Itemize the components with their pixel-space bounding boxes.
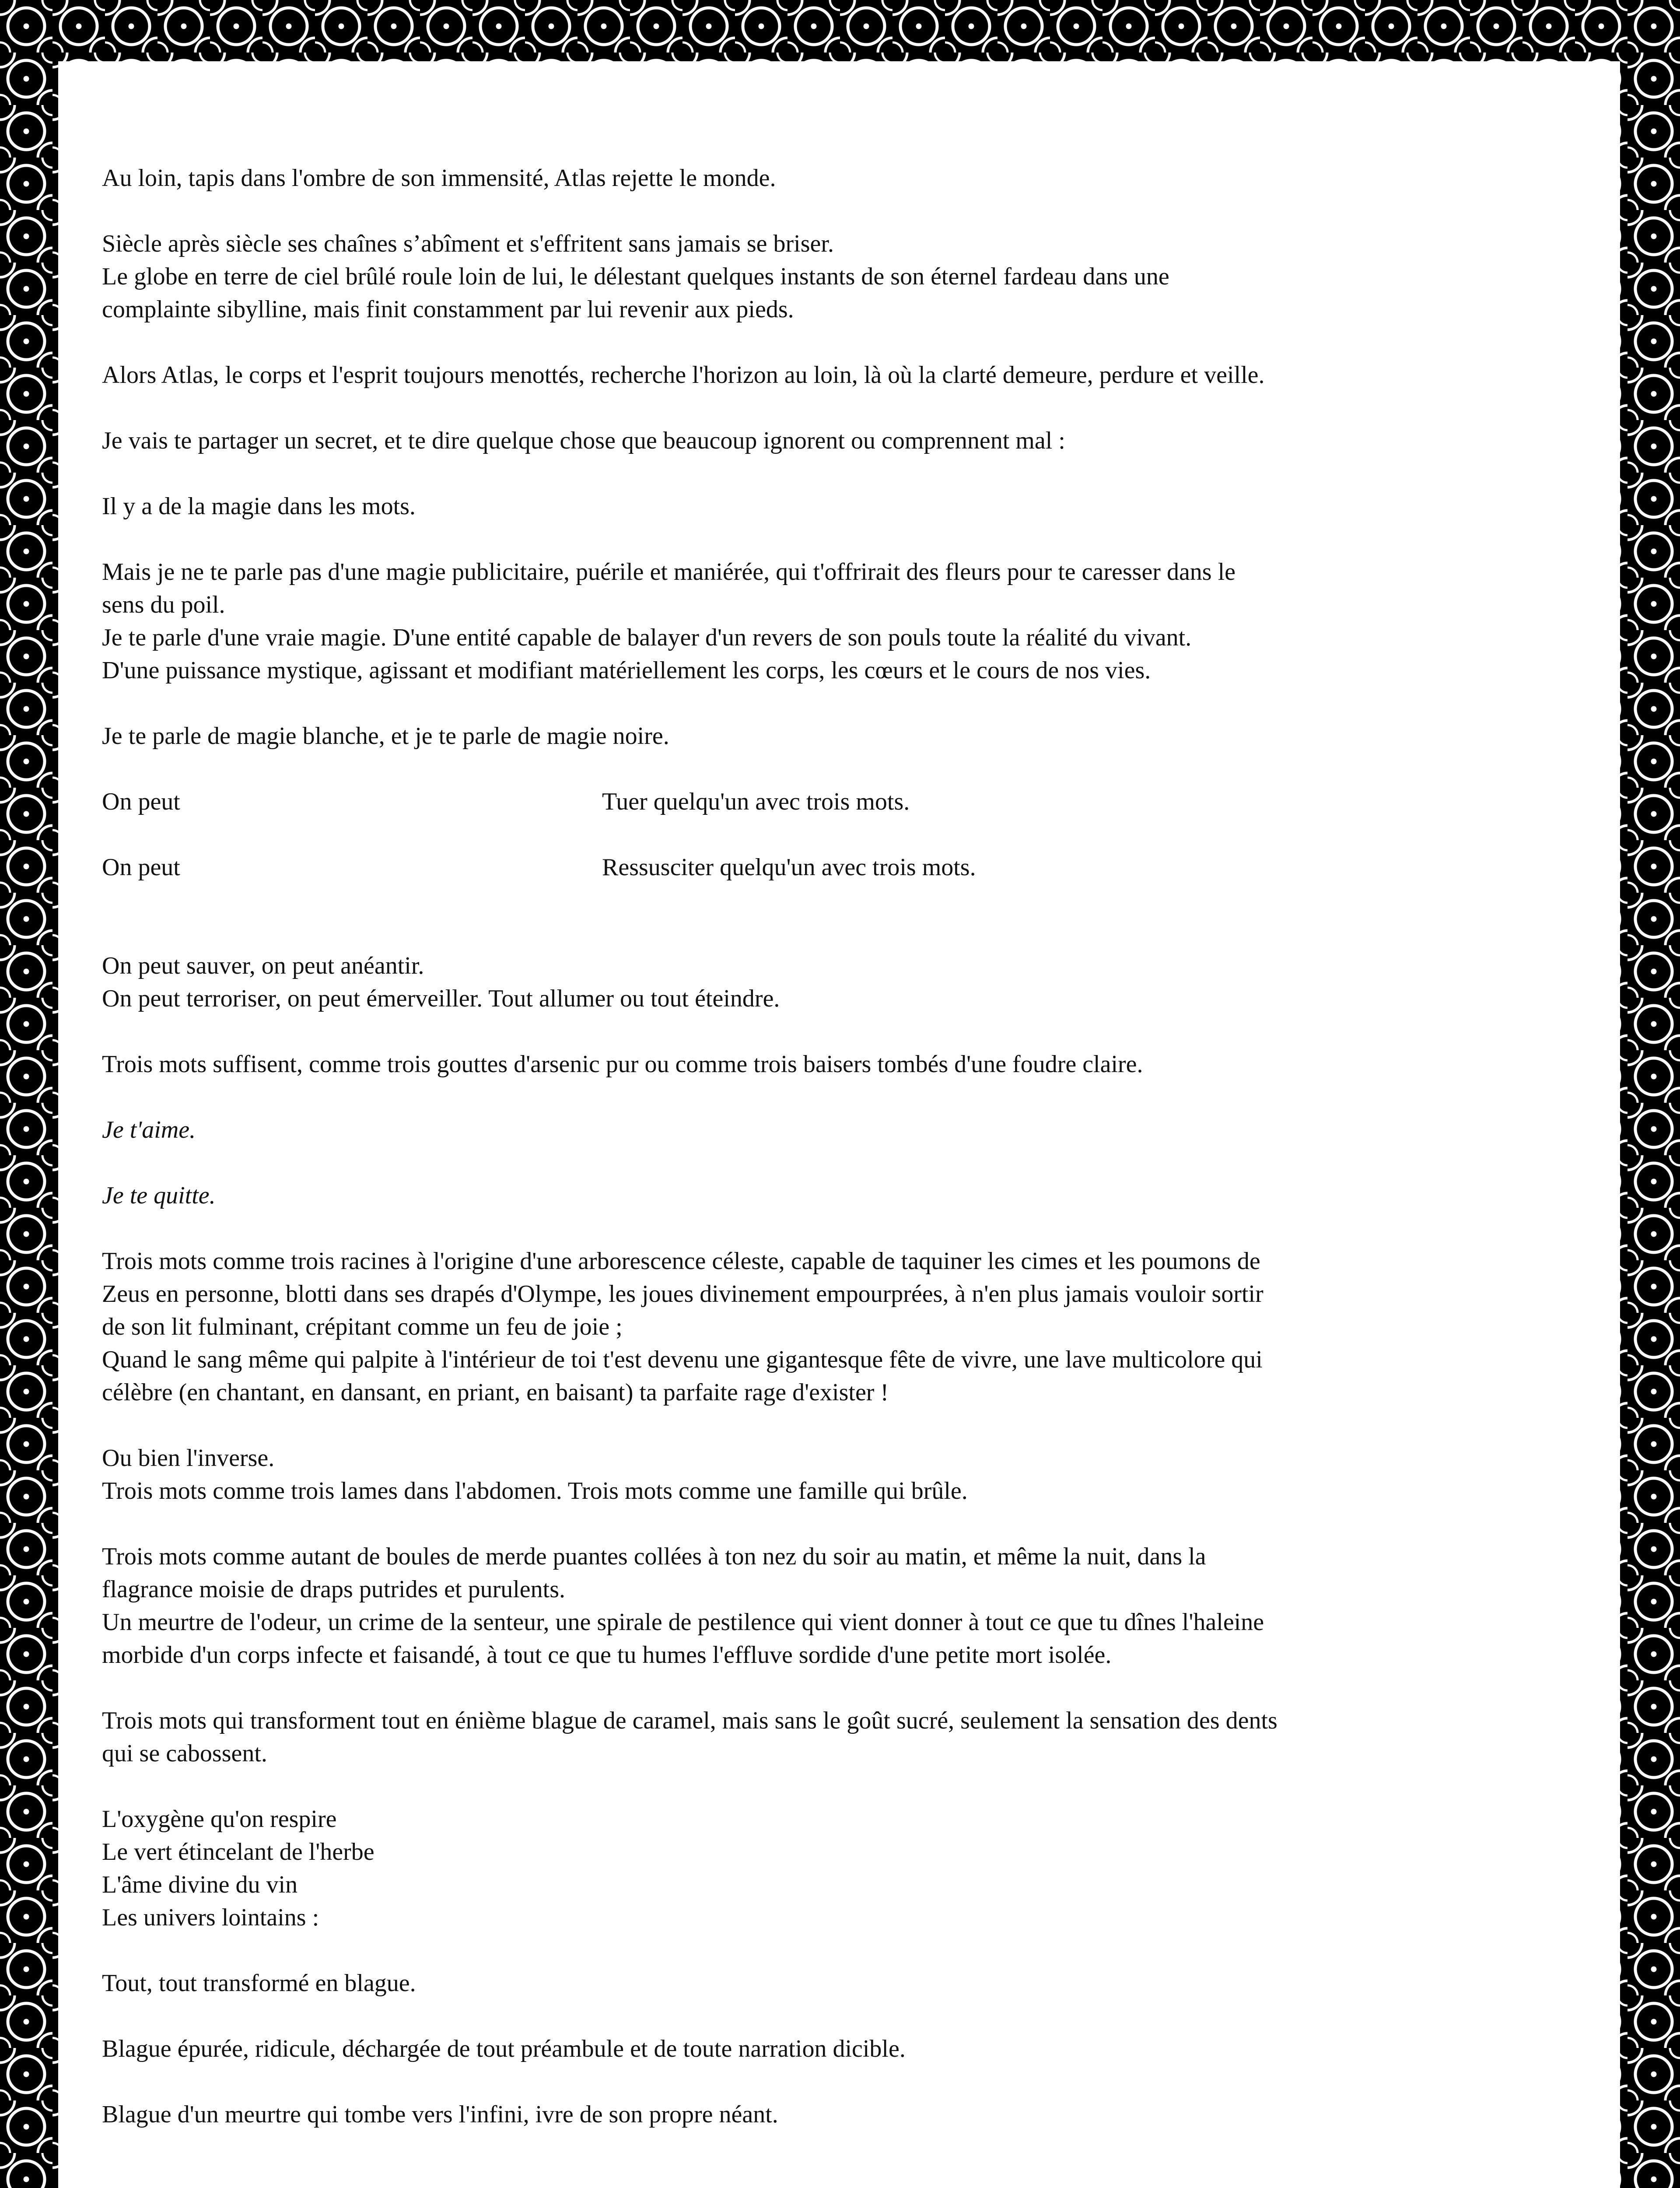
paragraph <box>102 1442 1546 1508</box>
verse-line: Les univers lointains : <box>102 1904 319 1931</box>
paragraph: Tout, tout transformé en blague. <box>102 1970 416 1997</box>
text-line: sens du poil. <box>102 591 225 618</box>
text-line: Ou bien l'inverse. <box>102 1445 275 1472</box>
quote-line: Je te quitte. <box>102 1182 216 1209</box>
row-left-text: On peut <box>102 788 180 815</box>
paragraph: Alors Atlas, le corps et l'esprit toujours menottés, recherche l'horizon au loin, là où la clarté demeure, perdure et veille. <box>102 361 1265 389</box>
verse-line: L'oxygène qu'on respire <box>102 1806 337 1833</box>
text-line: Trois mots comme autant de boules de merde puantes collées à ton nez du soir au matin, et même la nuit, dans la <box>102 1543 1206 1570</box>
text-line: Un meurtre de l'odeur, un crime de la senteur, une spirale de pestilence qui vient donner à tout ce que tu dînes l'haleine <box>102 1609 1264 1636</box>
paragraph <box>102 1245 1546 1409</box>
paragraph: Blague épurée, ridicule, déchargée de tout préambule et de toute narration dicible. <box>102 2035 906 2062</box>
text-line: Mais je ne te parle pas d'une magie publicitaire, puérile et maniérée, qui t'offrirait des fleurs pour te caresser dans le <box>102 558 1236 586</box>
text-line: qui se cabossent. <box>102 1740 267 1767</box>
paragraph: Blague d'un meurtre qui tombe vers l'infini, ivre de son propre néant. <box>102 2101 778 2128</box>
text-line: Trois mots comme trois lames dans l'abdomen. Trois mots comme une famille qui brûle. <box>102 1477 968 1504</box>
text-line: de son lit fulminant, crépitant comme un feu de joie ; <box>102 1313 623 1340</box>
text-line: Trois mots qui transforment tout en énième blague de caramel, mais sans le goût sucré, seulement la sensation des dents <box>102 1707 1278 1734</box>
text-line: complainte sibylline, mais finit constamment par lui revenir aux pieds. <box>102 296 794 323</box>
paragraph: Trois mots suffisent, comme trois gouttes d'arsenic pur ou comme trois baisers tombés d'une foudre claire. <box>102 1051 1143 1078</box>
paragraph: Je vais te partager un secret, et te dire quelque chose que beaucoup ignorent ou comprennent mal : <box>102 427 1065 454</box>
verse-line: L'âme divine du vin <box>102 1871 298 1898</box>
verse-line: Le vert étincelant de l'herbe <box>102 1838 374 1865</box>
row-left-text: On peut <box>102 854 180 881</box>
row-right-text: Tuer quelqu'un avec trois mots. <box>602 788 910 815</box>
paragraph <box>102 228 1546 326</box>
text-line: Siècle après siècle ses chaînes s’abîment et s'effritent sans jamais se briser. <box>102 230 834 257</box>
document-body <box>102 162 1546 2164</box>
text-line: flagrance moisie de draps putrides et purulents. <box>102 1576 565 1603</box>
paragraph <box>102 556 1546 687</box>
text-line: On peut sauver, on peut anéantir. <box>102 952 424 979</box>
paragraph <box>102 950 1546 1015</box>
row-right-text: Ressusciter quelqu'un avec trois mots. <box>602 854 976 881</box>
text-line: D'une puissance mystique, agissant et modifiant matériellement les corps, les cœurs et le cours de nos vies. <box>102 657 1151 684</box>
paragraph: Je te parle de magie blanche, et je te parle de magie noire. <box>102 722 669 750</box>
text-line: célèbre (en chantant, en dansant, en priant, en baisant) ta parfaite rage d'exister ! <box>102 1379 889 1406</box>
two-column-row <box>102 851 1546 884</box>
paragraph <box>102 1540 1546 1672</box>
quote-line: Je t'aime. <box>102 1116 196 1143</box>
text-line: morbide d'un corps infecte et faisandé, à tout ce que tu humes l'effluve sordide d'une petite mort isolée. <box>102 1641 1112 1669</box>
text-line: Le globe en terre de ciel brûlé roule loin de lui, le délestant quelques instants de son éternel fardeau dans une <box>102 263 1169 290</box>
two-column-row <box>102 785 1546 818</box>
text-line: Je te parle d'une vraie magie. D'une entité capable de balayer d'un revers de son pouls toute la réalité du vivant. <box>102 624 1192 651</box>
verse-block <box>102 1803 1546 1934</box>
text-line: Zeus en personne, blotti dans ses drapés d'Olympe, les joues divinement empourprées, à n'en plus jamais vouloir sortir <box>102 1280 1264 1308</box>
paragraph: Il y a de la magie dans les mots. <box>102 493 416 520</box>
text-line: Trois mots comme trois racines à l'origine d'une arborescence céleste, capable de taquiner les cimes et les poumons de <box>102 1248 1260 1275</box>
paragraph: Au loin, tapis dans l'ombre de son immensité, Atlas rejette le monde. <box>102 165 776 192</box>
text-line: On peut terroriser, on peut émerveiller. Tout allumer ou tout éteindre. <box>102 985 780 1012</box>
paragraph <box>102 1704 1546 1770</box>
text-line: Quand le sang même qui palpite à l'intérieur de toi t'est devenu une gigantesque fête de vivre, une lave multicolore qui <box>102 1346 1263 1373</box>
